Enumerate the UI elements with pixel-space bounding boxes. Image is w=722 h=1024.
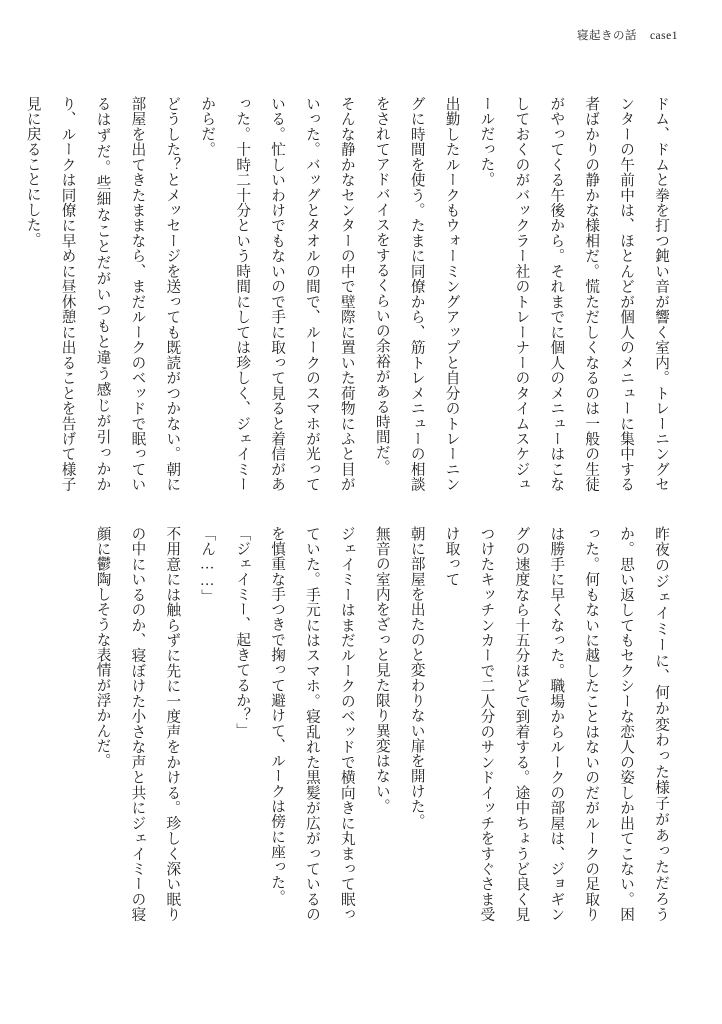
paragraph: ドム、ドムと拳を打つ鈍い音が響く室内。トレーニングセンターの午前中は、ほとんどが個人のメニューに集中する者ばかりの静かな様相だ。慌ただしくなるのは一般の生徒がやってくる午後から。それまでに個人のメニューはこなしておくのがバックラー社のトレーナーのタイムスケジュールだった。 [478, 96, 669, 492]
header-case-label: case1 [649, 30, 678, 42]
paragraph: ジェイミーはまだルークのベッドで横向きに丸まって眠っていた。手元にはスマホ。寝乱れた黒髪が広がっているのを慎重な手つきで掬って避けて、ルークは傍に座った。 [269, 526, 355, 922]
paragraph: 昨夜のジェイミーに、何か変わった様子があっただろうか。思い返してもセクシーな恋人の姿しか出てこない。困った。何もないに越したことはないのだがルークの足取りは勝手に早くなった。職場からルークの部屋は、ジョギングの速度なら十五分ほどで到着する。途中ちょうど良く見つけたキッチンカーで二人分のサンドイッチをすぐさま受け取って [443, 526, 669, 922]
paragraph: 出勤したルークもウォーミングアップと自分のトレーニングに時間を使う。たまに同僚から、筋トレメニューの相談をされてアドバイスをするくらいの余裕がある時間だ。 [373, 96, 460, 492]
text-block-lower [94, 526, 678, 922]
text-block-upper [24, 96, 678, 492]
running-header [44, 26, 678, 46]
dialogue-line: 「ジェイミー、起きてるか？」 [234, 526, 251, 739]
paragraph: 朝に部屋を出たのと変わりない扉を開けた。 [408, 526, 425, 829]
header-title: 寝起きの話 [576, 30, 637, 42]
dialogue-line: 「ん……」 [199, 526, 216, 605]
paragraph: どうした？とメッセージを送っても既読がつかない。朝に部屋を出てきたままなら、まだルークのベッドで眠っているはずだ。些細なことだがいつもと違う感じが引っかかり、ルークは同僚に早めに昼休憩に出ることを告げて様子見に戻ることにした。 [24, 96, 181, 492]
paragraph: 無音の室内をざっと見た限り異変はない。 [373, 526, 390, 814]
paragraph: 不用意には触らずに先に一度声をかける。珍しく深い眠りの中にいるのか、寝ぼけた小さな声と共にジェイミーの寝顔に鬱陶しそうな表情が浮かんだ。 [94, 526, 181, 922]
paragraph: そんな静かなセンターの中で壁際に置いた荷物にふと目がいった。バッグとタオルの間で、ルークのスマホが光っている。忙しいわけでもないので手に取って見ると着信があった。十時二十分という時間にしては珍しく、ジェイミーからだ。 [199, 96, 355, 492]
